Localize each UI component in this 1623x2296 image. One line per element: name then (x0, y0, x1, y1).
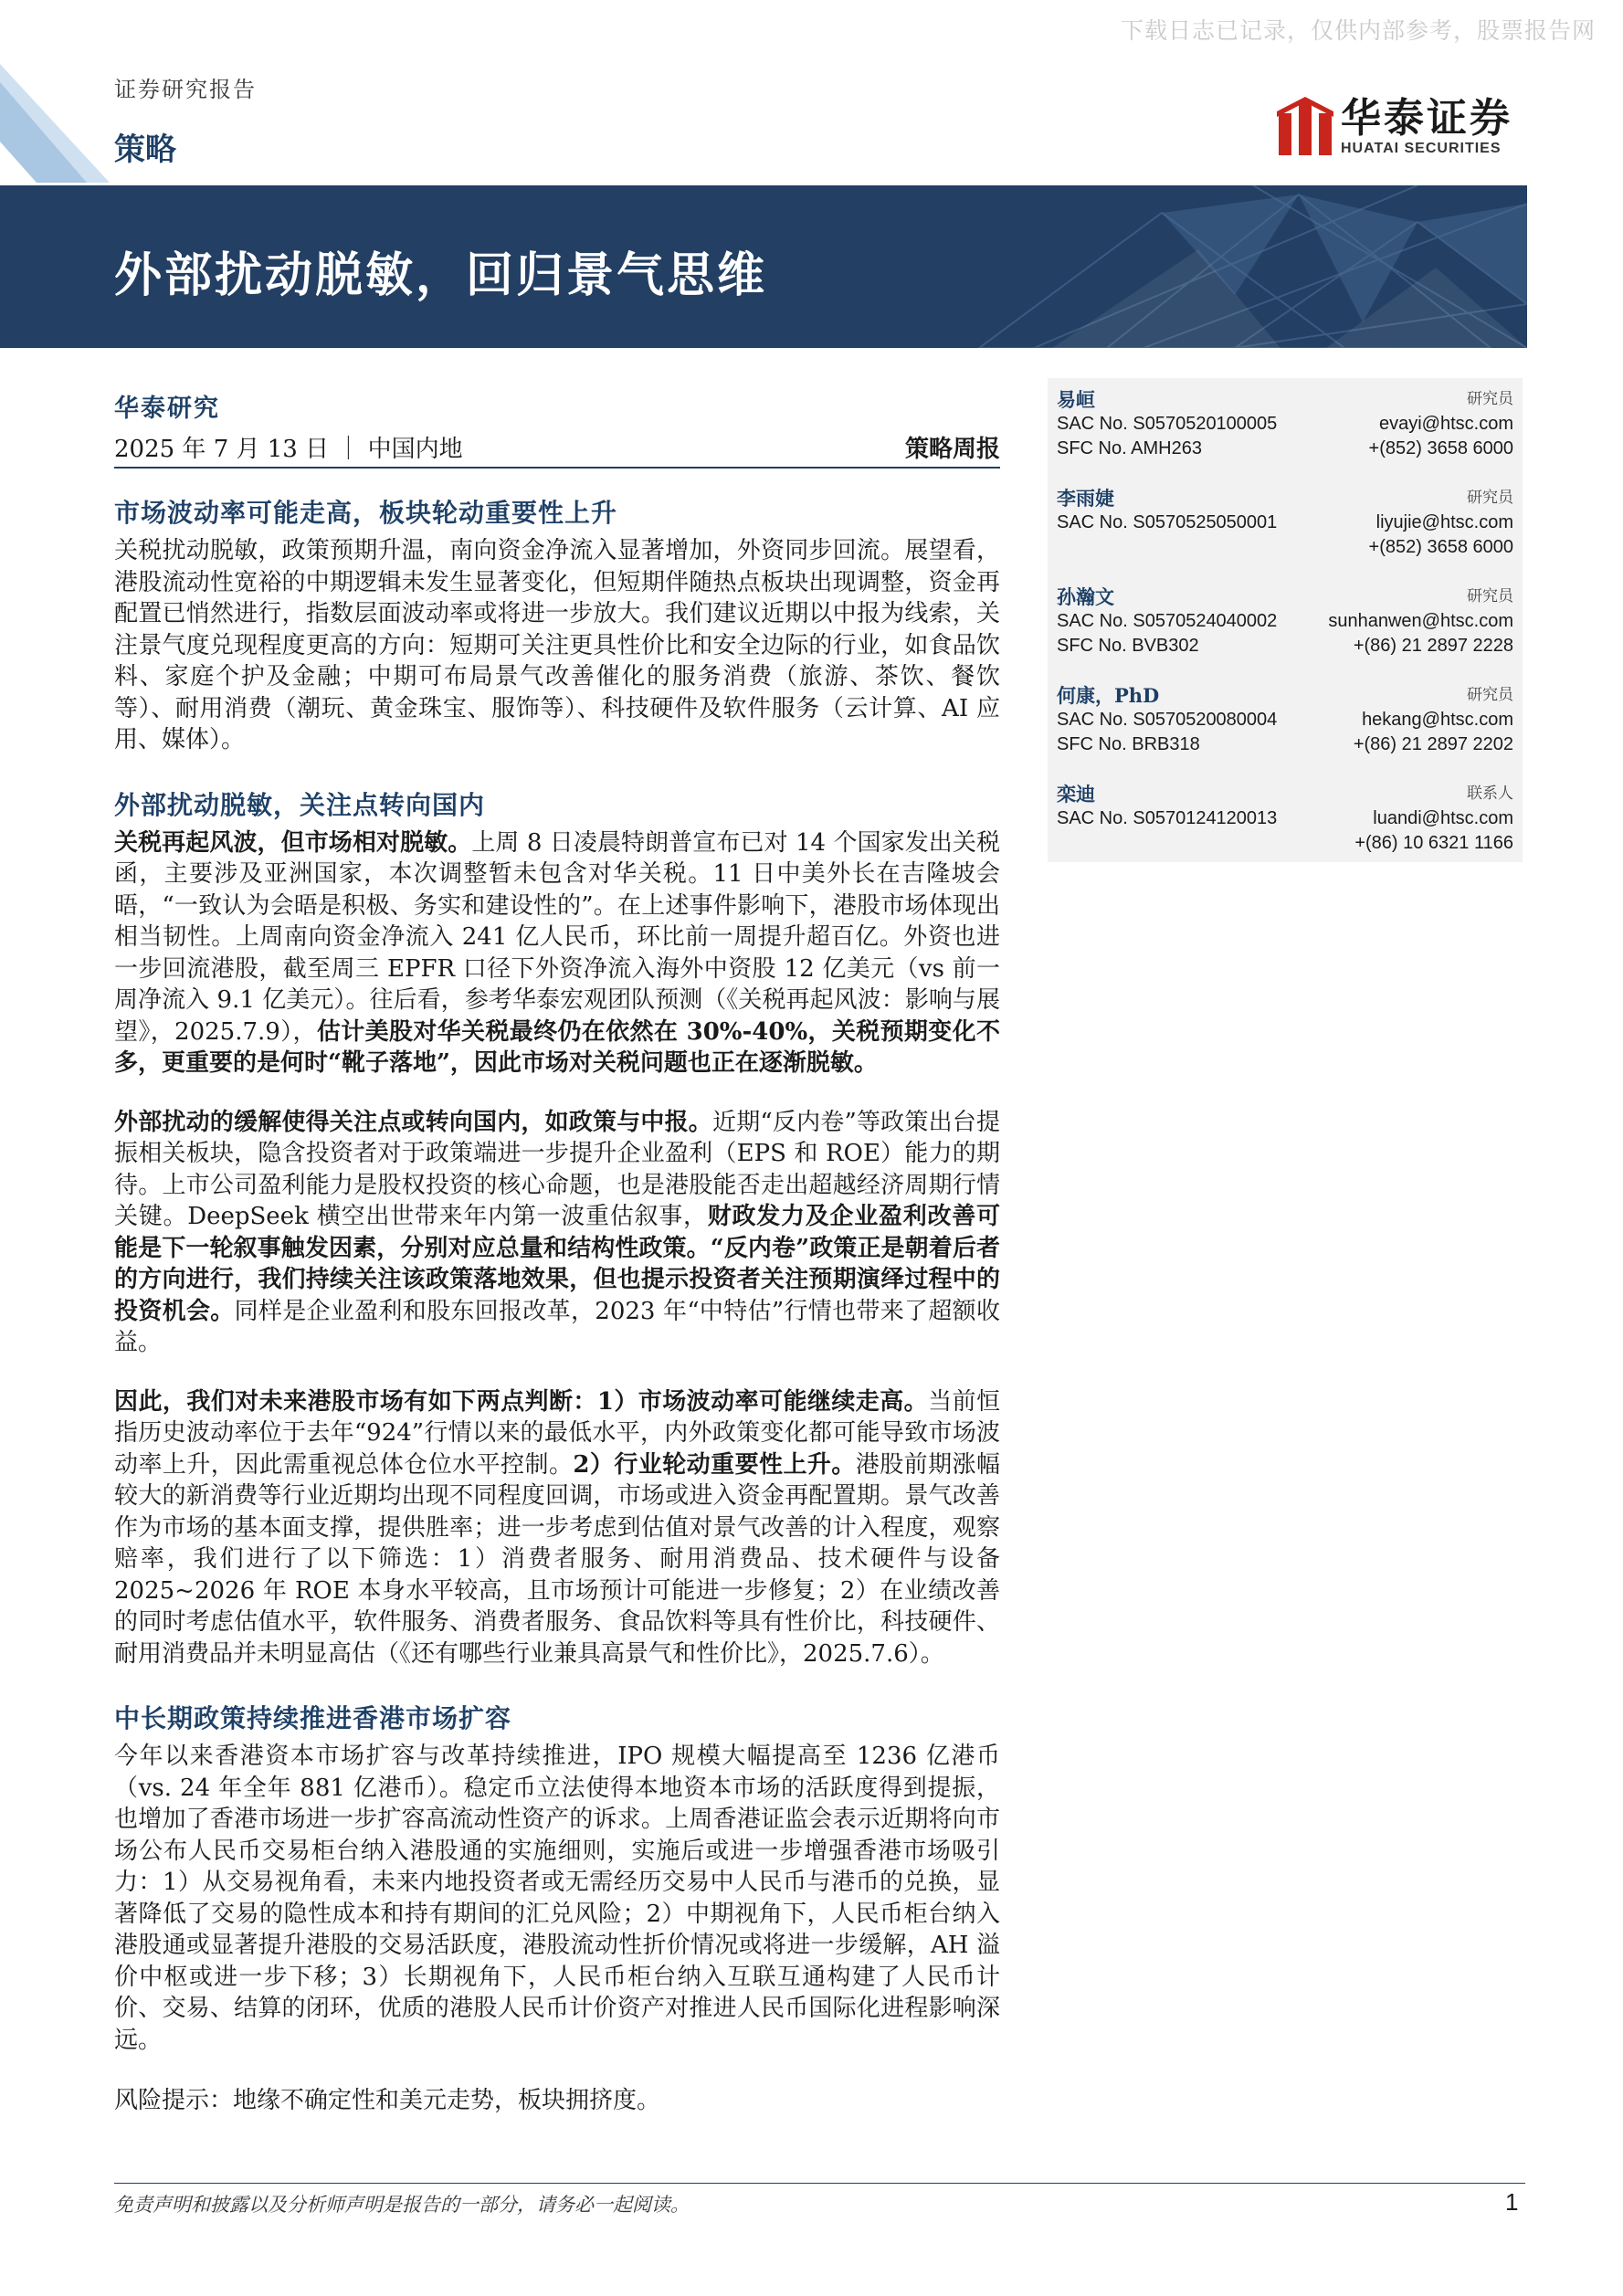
main-content (114, 493, 1000, 2117)
analyst-detail-row (1057, 634, 1513, 658)
bold-text: 财政发力及企业盈利改善可能是下一轮叙事触发因素，分别对应总量和结构性政策。“反内卷”政策正是朝着后者的方向进行，我们持续关注该政策落地效果，但也提示投资者关注预期演绎过程中的投资机会。 (114, 1203, 1000, 1325)
analyst-contact: +(86) 21 2897 2228 (1353, 636, 1513, 656)
report-region: 中国内地 (367, 436, 463, 463)
analyst-license: SFC No. BVB302 (1057, 636, 1199, 656)
analyst-role: 研究员 (1467, 686, 1513, 704)
analyst-license: SAC No. S0570520100005 (1057, 414, 1278, 434)
bold-text: 因此，我们对未来港股市场有如下两点判断：1）市场波动率可能继续走高。 (114, 1387, 929, 1416)
body-text: 当前恒指历史波动率位于去年“924”行情以来的最低水平，内外政策变化都可能导致市场波动率上升，因此需重视总体仓位水平控制。 (114, 1387, 1000, 1479)
analyst-detail-row (1057, 437, 1513, 461)
title-banner (0, 185, 1527, 348)
analyst-name: 何康，PhD (1057, 684, 1160, 707)
analyst-contact: liyujie@htsc.com (1375, 512, 1513, 532)
brand-name-cn: 华泰证券 (1341, 95, 1512, 142)
section-heading: 外部扰动脱敏，关注点转向国内 (114, 789, 486, 820)
analyst-name: 孙瀚文 (1057, 585, 1114, 608)
analyst-detail-row (1057, 831, 1513, 856)
bold-text: 关税再起风波，但市场相对脱敏。 (114, 828, 472, 857)
body-text: 上周 8 日凌晨特朗普宣布已对 14 个国家发出关税函，主要涉及亚洲国家，本次调整暂未包含对华关税。11 日中美外长在吉隆坡会晤，“一致认为会晤是积极、务实和建设性的”。在上述事件影响下，港股市场体现出相当韧性。上周南向资金净流入 241 亿人民币，环比前一周提升超百亿。外资也进一步回流港股，截至周三 EPFR 口径下外资净流入海外中资股 12 亿美元（vs 前一周净流入 9.1 亿美元）。往后看，参考华泰宏观团队预测（《关税再起风波：影响与展望》，2025.7.9）， (114, 828, 1000, 1046)
analyst-license: SAC No. S0570124120013 (1057, 808, 1278, 828)
analyst-contact: +(86) 21 2897 2202 (1353, 734, 1513, 754)
paragraph (114, 1386, 1000, 1670)
report-type: 策略周报 (904, 436, 1000, 463)
analyst-name: 栾迪 (1057, 783, 1095, 806)
analyst-detail-row (1057, 806, 1513, 831)
analyst-block (1057, 782, 1513, 856)
research-org: 华泰研究 (114, 395, 220, 423)
analyst-detail-row (1057, 708, 1513, 732)
banner-decoration (869, 185, 1527, 348)
download-notice: 下载日志已记录，仅供内部参考，股票报告网 (1120, 17, 1596, 44)
analyst-role: 联系人 (1467, 785, 1513, 803)
document-type: 证券研究报告 (114, 77, 257, 102)
brand-name-en: HUATAI SECURITIES (1341, 141, 1502, 156)
paragraph (114, 1107, 1000, 1359)
section-heading: 市场波动率可能走高，板块轮动重要性上升 (114, 498, 618, 528)
analyst-contact: sunhanwen@htsc.com (1328, 611, 1513, 631)
body-text: 今年以来香港资本市场扩容与改革持续推进，IPO 规模大幅提高至 1236 亿港币（vs. 24 年全年 881 亿港币）。稳定币立法使得本地资本市场的活跃度得到提振，也增加了香港市场进一步扩容高流动性资产的诉求。上周香港证监会表示近期将向市场公布人民币交易柜台纳入港股通的实施细则，实施后或进一步增强香港市场吸引力：1）从交易视角看，未来内地投资者或无需经历交易中人民币与港币的兑换，显著降低了交易的隐性成本和持有期间的汇兑风险；2）中期视角下，人民币柜台纳入港股通或显著提升港股的交易活跃度，港股流动性折价情况或将进一步缓解，AH 溢价中枢或进一步下移；3）长期视角下，人民币柜台纳入互联互通构建了人民币计价、交易、结算的闭环，优质的港股人民币计价资产对推进人民币国际化进程影响深远。 (114, 1743, 1000, 2054)
analyst-contact: luandi@htsc.com (1373, 808, 1513, 828)
paragraph (114, 535, 1000, 756)
analyst-sidebar (1048, 378, 1523, 862)
analyst-header (1057, 387, 1513, 412)
risk-warning: 风险提示：地缘不确定性和美元走势，板块拥挤度。 (114, 2087, 661, 2114)
report-title: 外部扰动脱敏，回归景气思维 (114, 248, 768, 303)
section-3 (114, 1699, 1000, 2056)
analyst-detail-row (1057, 412, 1513, 437)
dateline (114, 430, 1000, 469)
analyst-block (1057, 585, 1513, 658)
analyst-role: 研究员 (1467, 390, 1513, 408)
analyst-header (1057, 585, 1513, 609)
footer-divider (114, 2183, 1525, 2184)
analyst-detail-row (1057, 535, 1513, 560)
huatai-logo-icon (1277, 97, 1333, 157)
body-text: 近期“反内卷”等政策出台提振相关板块，隐含投资者对于政策端进一步提升企业盈利（EPS 和 ROE）能力的期待。上市公司盈利能力是股权投资的核心命题，也是港股能否走出超越经济周期行情关键。DeepSeek 横空出世带来年内第一波重估叙事， (114, 1108, 1000, 1230)
dateline-separator: ｜ (329, 436, 368, 463)
analyst-license: SFC No. BRB318 (1057, 734, 1200, 754)
analyst-license: SAC No. S0570525050001 (1057, 512, 1278, 532)
analyst-contact: +(852) 3658 6000 (1368, 537, 1513, 557)
analyst-block (1057, 387, 1513, 461)
analyst-role: 研究员 (1467, 587, 1513, 606)
footer-disclaimer: 免责声明和披露以及分析师声明是报告的一部分，请务必一起阅读。 (114, 2194, 690, 2216)
analyst-detail-row (1057, 609, 1513, 634)
bold-text: 2）行业轮动重要性上升。 (573, 1450, 856, 1479)
report-category: 策略 (114, 132, 176, 168)
body-text: 同样是企业盈利和股东回报改革，2023 年“中特估”行情也带来了超额收益。 (114, 1297, 1000, 1356)
analyst-name: 李雨婕 (1057, 487, 1114, 510)
analyst-header (1057, 782, 1513, 806)
analyst-contact: +(852) 3658 6000 (1368, 438, 1513, 458)
huatai-logo (1277, 97, 1512, 157)
corner-decoration (0, 64, 110, 183)
page-number: 1 (1505, 2188, 1519, 2216)
report-date: 2025 年 7 月 13 日 (114, 436, 330, 463)
analyst-license: SFC No. AMH263 (1057, 438, 1202, 458)
analyst-contact: evayi@htsc.com (1378, 414, 1513, 434)
analyst-name: 易峘 (1057, 388, 1095, 411)
analyst-license: SAC No. S0570520080004 (1057, 710, 1278, 730)
bold-text: 估计美股对华关税最终仍在依然在 30%-40%，关税预期变化不多，更重要的是何时“靴子落地”，因此市场对关税问题也正在逐渐脱敏。 (114, 1017, 1000, 1077)
body-text: 港股前期涨幅较大的新消费等行业近期均出现不同程度回调，市场或进入资金再配置期。景气改善作为市场的基本面支撑，提供胜率；进一步考虑到估值对景气改善的计入程度，观察赔率，我们进行了以下筛选：1）消费者服务、耐用消费品、技术硬件与设备 2025~2026 年 ROE 本身水平较高，且市场预计可能进一步修复；2）在业绩改善的同时考虑估值水平，软件服务、消费者服务、食品饮料等具有性价比，科技硬件、耐用消费品并未明显高估（《还有哪些行业兼具高景气和性价比》，2025.7.6）。 (114, 1450, 1000, 1668)
paragraph (114, 827, 1000, 1080)
analyst-header (1057, 486, 1513, 511)
analyst-contact: +(86) 10 6321 1166 (1354, 833, 1513, 853)
section-1 (114, 493, 1000, 756)
section-heading: 中长期政策持续推进香港市场扩容 (114, 1703, 512, 1733)
analyst-detail-row (1057, 511, 1513, 535)
analyst-header (1057, 683, 1513, 708)
analyst-block (1057, 683, 1513, 757)
bold-text: 外部扰动的缓解使得关注点或转向国内，如政策与中报。 (114, 1108, 712, 1136)
analyst-contact: hekang@htsc.com (1362, 710, 1513, 730)
analyst-role: 研究员 (1467, 489, 1513, 507)
analyst-block (1057, 486, 1513, 560)
section-2 (114, 785, 1000, 1670)
analyst-license: SAC No. S0570524040002 (1057, 611, 1278, 631)
paragraph (114, 1741, 1000, 2056)
analyst-detail-row (1057, 732, 1513, 757)
body-text: 关税扰动脱敏，政策预期升温，南向资金净流入显著增加，外资同步回流。展望看，港股流动性宽裕的中期逻辑未发生显著变化，但短期伴随热点板块出现调整，资金再配置已悄然进行，指数层面波动率或将进一步放大。我们建议近期以中报为线索，关注景气度兑现程度更高的方向：短期可关注更具性价比和安全边际的行业，如食品饮料、家庭个护及金融；中期可布局景气改善催化的服务消费（旅游、茶饮、餐饮等）、耐用消费（潮玩、黄金珠宝、服饰等）、科技硬件及软件服务（云计算、AI 应用、媒体）。 (114, 537, 1000, 753)
